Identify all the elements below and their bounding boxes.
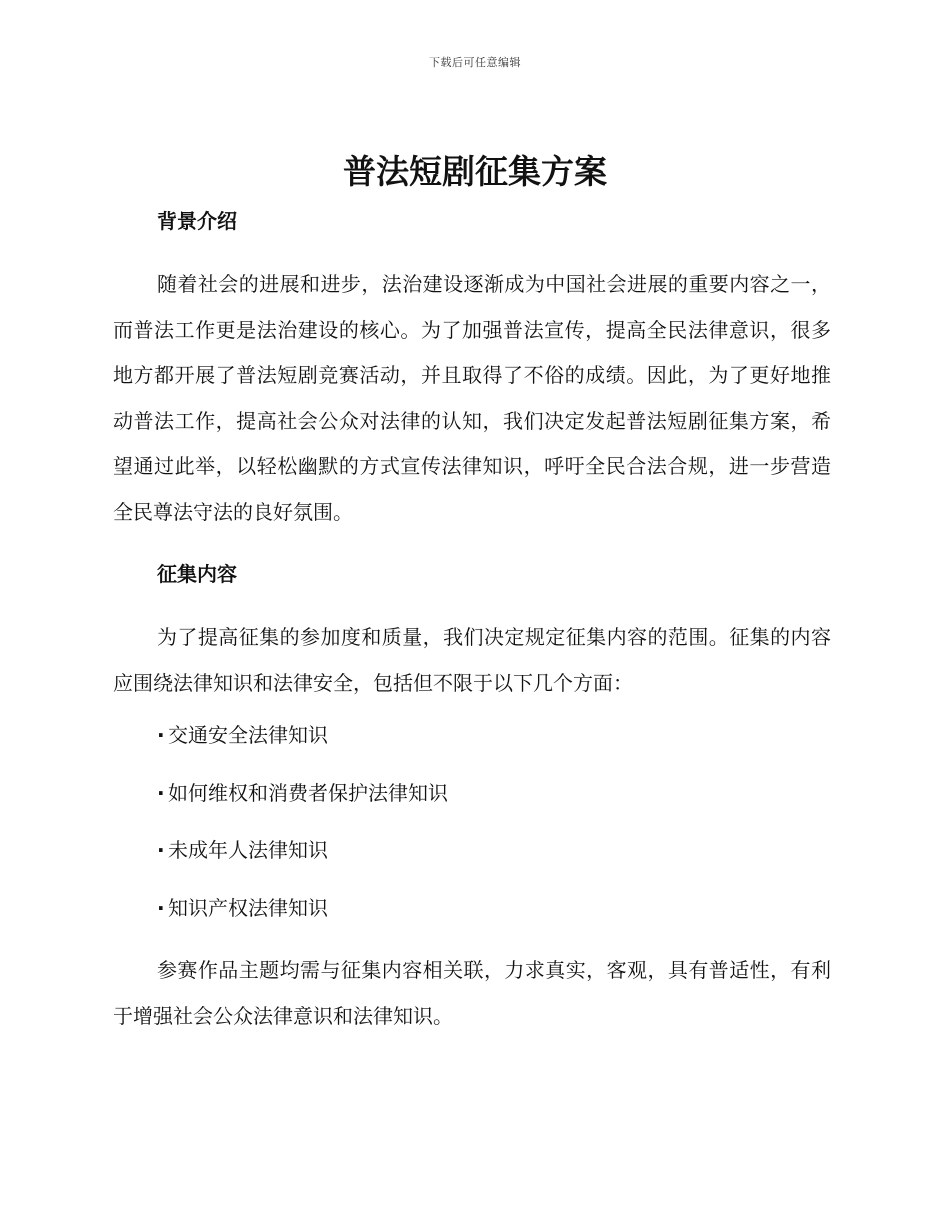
bullet-dot: · bbox=[157, 895, 165, 920]
content-closing-paragraph: 参赛作品主题均需与征集内容相关联，力求真实，客观，具有普适性，有利于增强社会公众法律意识和法律知识。 bbox=[113, 958, 831, 1028]
section-heading-content: 征集内容 bbox=[157, 562, 237, 586]
list-item-text: 交通安全法律知识 bbox=[168, 723, 328, 747]
bullet-dot: · bbox=[157, 838, 165, 862]
list-item-text: 知识产权法律知识 bbox=[168, 895, 328, 920]
page-header-note: 下载后可任意编辑 bbox=[429, 56, 521, 69]
list-item bbox=[113, 718, 831, 776]
list-item-text: 如何维权和消费者保护法律知识 bbox=[168, 780, 448, 805]
bullet-dot: · bbox=[157, 780, 165, 805]
content-topic-list bbox=[113, 718, 831, 948]
list-item bbox=[113, 776, 831, 834]
list-item bbox=[113, 833, 831, 891]
document-body bbox=[113, 203, 831, 1039]
section-heading-background: 背景介绍 bbox=[157, 209, 237, 233]
bullet-dot: · bbox=[157, 723, 165, 747]
list-item-text: 未成年人法律知识 bbox=[168, 838, 328, 862]
section-content bbox=[113, 556, 831, 1039]
section-background bbox=[113, 203, 831, 535]
background-paragraph: 随着社会的进展和进步，法治建设逐渐成为中国社会进展的重要内容之一，而普法工作更是法治建设的核心。为了加强普法宣传，提高全民法律意识，很多地方都开展了普法短剧竞赛活动，并且取得了不俗的成绩。因此，为了更好地推动普法工作，提高社会公众对法律的认知，我们决定发起普法短剧征集方案，希望通过此举，以轻松幽默的方式宣传法律知识，呼吁全民合法合规，进一步营造全民尊法守法的良好氛围。 bbox=[113, 272, 831, 524]
list-item bbox=[113, 891, 831, 949]
document-title: 普法短剧征集方案 bbox=[343, 152, 607, 191]
content-intro-paragraph: 为了提高征集的参加度和质量，我们决定规定征集内容的范围。征集的内容应围绕法律知识和法律安全，包括但不限于以下几个方面： bbox=[113, 625, 831, 695]
